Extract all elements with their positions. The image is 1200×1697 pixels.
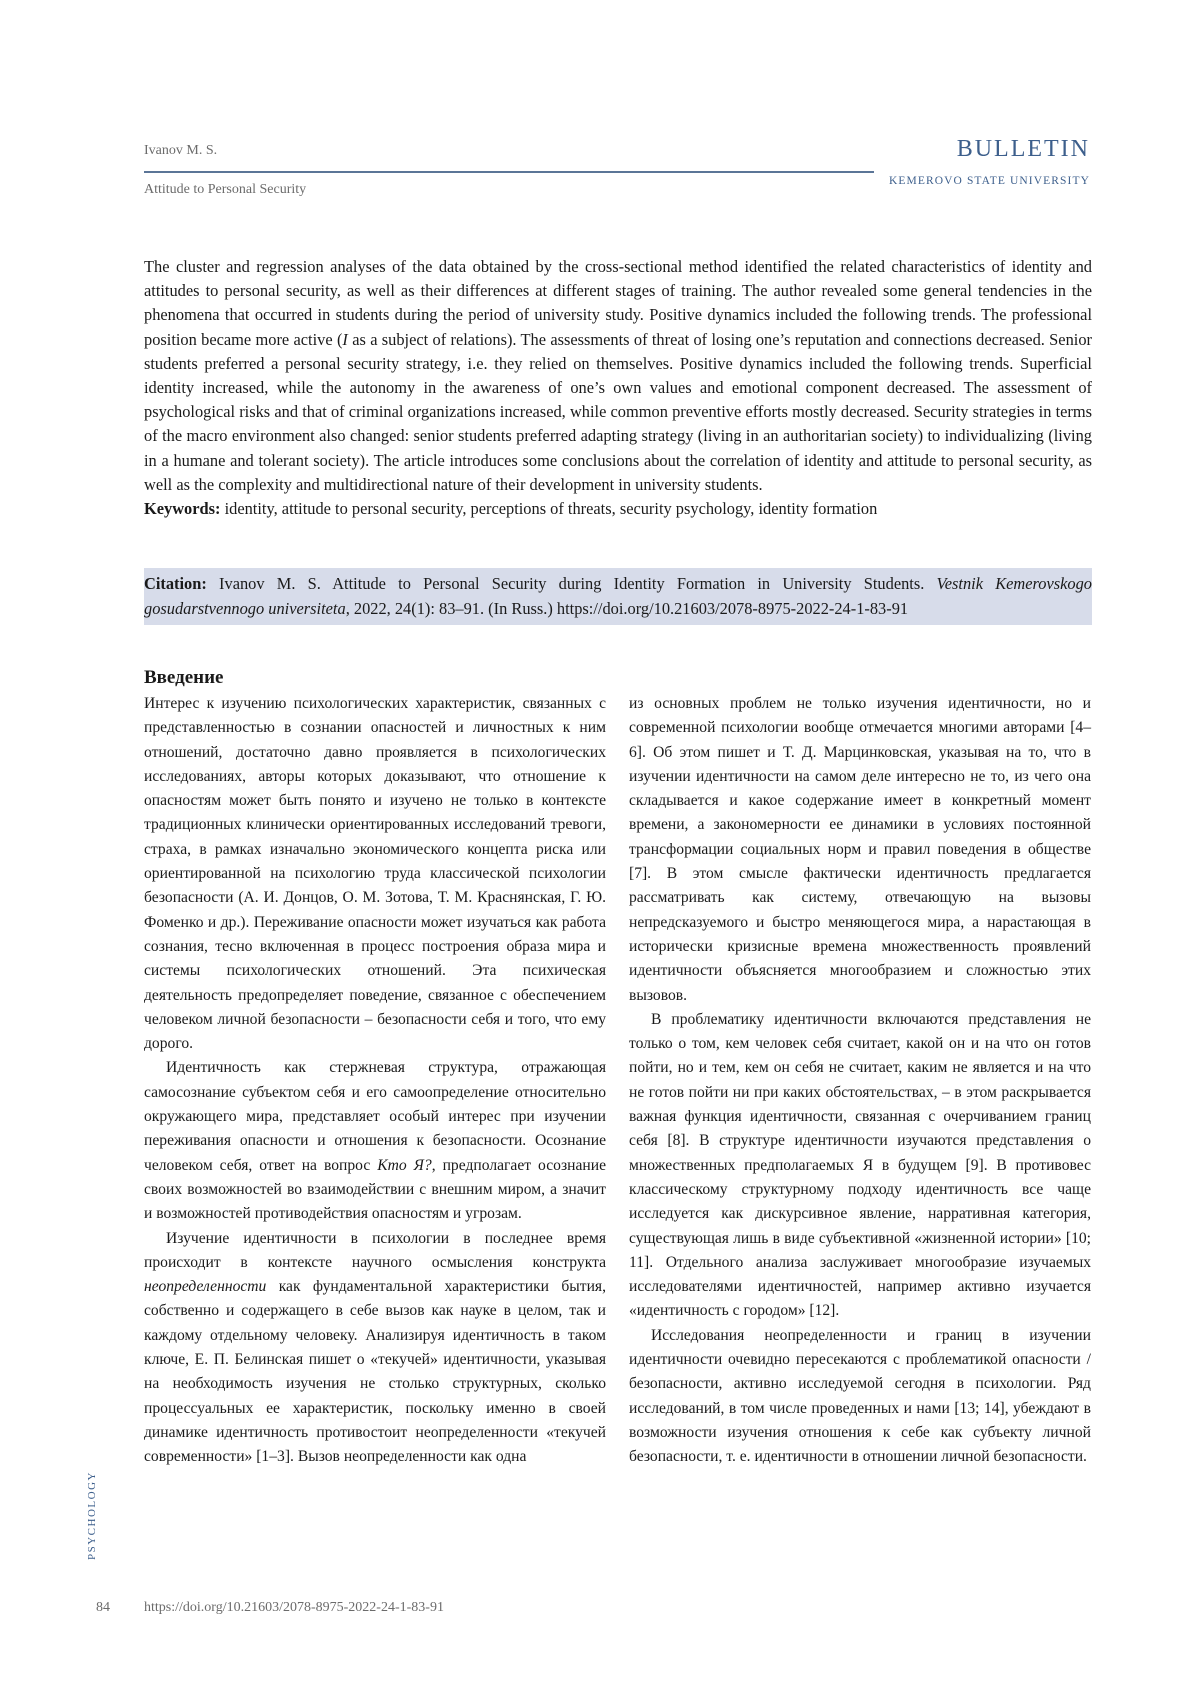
journal-masthead [889,136,1090,187]
paragraph: Исследования неопределенности и границ в изучении идентичности очевидно пересекаются с проблематикой опасности / безопасности, активно исследуемой сегодня в психологии. Ряд исследований, в том числе проведенных и нами [13; 14], убеждают в возможности изучения отношения к себе как субъекту личной безопасности, т. е. идентичности в отношении личной безопасности. [629,1326,1091,1466]
paragraph: В проблематику идентичности включаются представления не только о том, кем человек себя считает, какой он и на что он готов пойти, но и тем, кем он себя не считает, каким не является и на что не готов пойти ни при каких обстоятельствах, – в этом раскрывается важная функция идентичности, связанная с очерчиванием границ себя [8]. В структуре идентичности изучаются представления о множественных предполагаемых Я в будущем [9]. В противовес классическому структурному подходу идентичность все чаще исследуется как дискурсивное явление, нарративная категория, существующая лишь в виде субъективной «жизненной истории» [10; 11]. Отдельного анализа заслуживает многообразие изучаемых исследователями идентичностей, например активно изучается «идентичность с городом» [12]. [629,1010,1091,1320]
journal-title: BULLETIN [956,136,1090,162]
paragraph: Идентичность как стержневая структура, отражающая самосознание субъектом себя и его самоопределение относительно окружающего мира, представляет особый интерес при изучении переживания опасности и отношения к безопасности. Осознание человеком себя, ответ на вопрос Кто Я?, предполагает осознание своих возможностей во взаимодействии с внешним миром, а значит и возможностей противодействия опасностям и угрозам. [144,1059,606,1223]
header-left [144,143,874,198]
abstract-text-cont: as a subject of relations). The assessments of threat of losing one’s reputation and connections decreased. Senior students preferred a personal security strategy, i.e. they relied on themselves. Positive dynamics included the following trends. Superficial identity increased, while the autonomy in the awareness of one’s own values and emotional component decreased. The assessment of psychological risks and that of criminal organizations increased, while common preventive efforts mostly decreased. Security strategies in terms of the macro environment also changed: senior students preferred adapting strategy (living in an authoritarian society) to individualizing (living in a humane and tolerant society). The article introduces some conclusions about the correlation of identity and attitude to personal security, as well as the complexity and multidirectional nature of their development in university students. [144,329,1092,494]
citation-journal: Vestnik Kemerovskogo gosudarstvennogo universiteta [144,574,1092,618]
paragraph: Интерес к изучению психологических характеристик, связанных с представленностью в сознании опасностей и личностных к ним отношений, достаточно давно проявляется в психологических исследованиях, авторы которых доказывают, что отношение к опасностям может быть понято и изучено не только в контексте традиционных клинически ориентированных исследований тревоги, страха, в рамках изначально экономического концепта риска или ориентированной на психологию труда классической психологии безопасности (А. И. Донцов, О. М. Зотова, Т. М. Краснянская, Г. Ю. Фоменко и др.). Переживание опасности может изучаться как работа сознания, тесно включенная в процесс построения образа мира и системы психологических отношений. Эта психическая деятельность предопределяет поведение, связанное с обеспечением человеком личной безопасности – безопасности себя и того, что ему дорого. [144,695,606,1053]
page-number: 84 [96,1600,110,1615]
side-section-label: PSYCHOLOGY [86,1471,98,1560]
keywords-label: Keywords: [144,499,221,519]
running-title: Attitude to Personal Security [144,182,307,197]
header-rule [144,171,874,173]
left-column [144,692,606,1470]
page-footer [96,1600,444,1616]
paragraph: Изучение идентичности в психологии в последнее время происходит в контексте научного осмысления конструкта неопределенности как фундаментальной характеристики бытия, собственно и содержащего в себе вызов как науке в целом, так и каждому отдельному человеку. Анализируя идентичность в таком ключе, Е. П. Белинская пишет о «текучей» идентичности, указывая на необходимость изучения не столько структурных, сколько процессуальных ее характеристик, поскольку именно в своей динамике идентичность противостоит неопределенности «текучей современности» [1–3]. Вызов неопределенности как одна [144,1229,606,1466]
footer-doi[interactable]: https://doi.org/10.21603/2078-8975-2022-24-1-83-91 [144,1600,444,1615]
citation-text: Ivanov M. S. Attitude to Personal Security during Identity Formation in University Students. [206,574,937,593]
author-name: Ivanov M. S. [144,143,218,158]
abstract-italic: I [342,329,348,349]
citation-box [144,568,1092,625]
citation-label: Citation: [144,574,207,593]
keywords: identity, attitude to personal security, perceptions of threats, security psychology, identity formation [220,499,878,519]
citation-details[interactable]: , 2022, 24(1): 83–91. (In Russ.) https://doi.org/10.21603/2078-8975-2022-24-1-83-91 [345,599,909,618]
right-column [629,692,1091,1470]
section-title: Введение [144,667,224,688]
abstract-text: The cluster and regression analyses of the data obtained by the cross-sectional method identified the related characteristics of identity and attitudes to personal security, as well as their differences at different stages of training. The author revealed some general tendencies in the phenomena that occurred in students during the period of university study. Positive dynamics included the following trends. The professional position became more active ( [144,257,1092,349]
publisher-name: KEMEROVO STATE UNIVERSITY [889,175,1090,187]
abstract [144,255,1092,521]
paragraph: из основных проблем не только изучения идентичности, но и современной психологии вообще отмечается многими авторами [4–6]. Об этом пишет и Т. Д. Марцинковская, указывая на то, что в изучении идентичности на самом деле интересно не то, из чего она складывается и какое содержание имеет в конкретный момент времени, а закономерности ее динамики в условиях постоянной трансформации социальных норм и правил поведения в обществе [7]. В этом смысле фактически идентичность предлагается рассматривать как систему, отвечающую на вызовы непредсказуемого и быстро меняющегося мира, а нарастающая в исторически кризисные времена множественность проявлений идентичности объясняется многообразием и сложностью этих вызовов. [629,695,1091,1004]
